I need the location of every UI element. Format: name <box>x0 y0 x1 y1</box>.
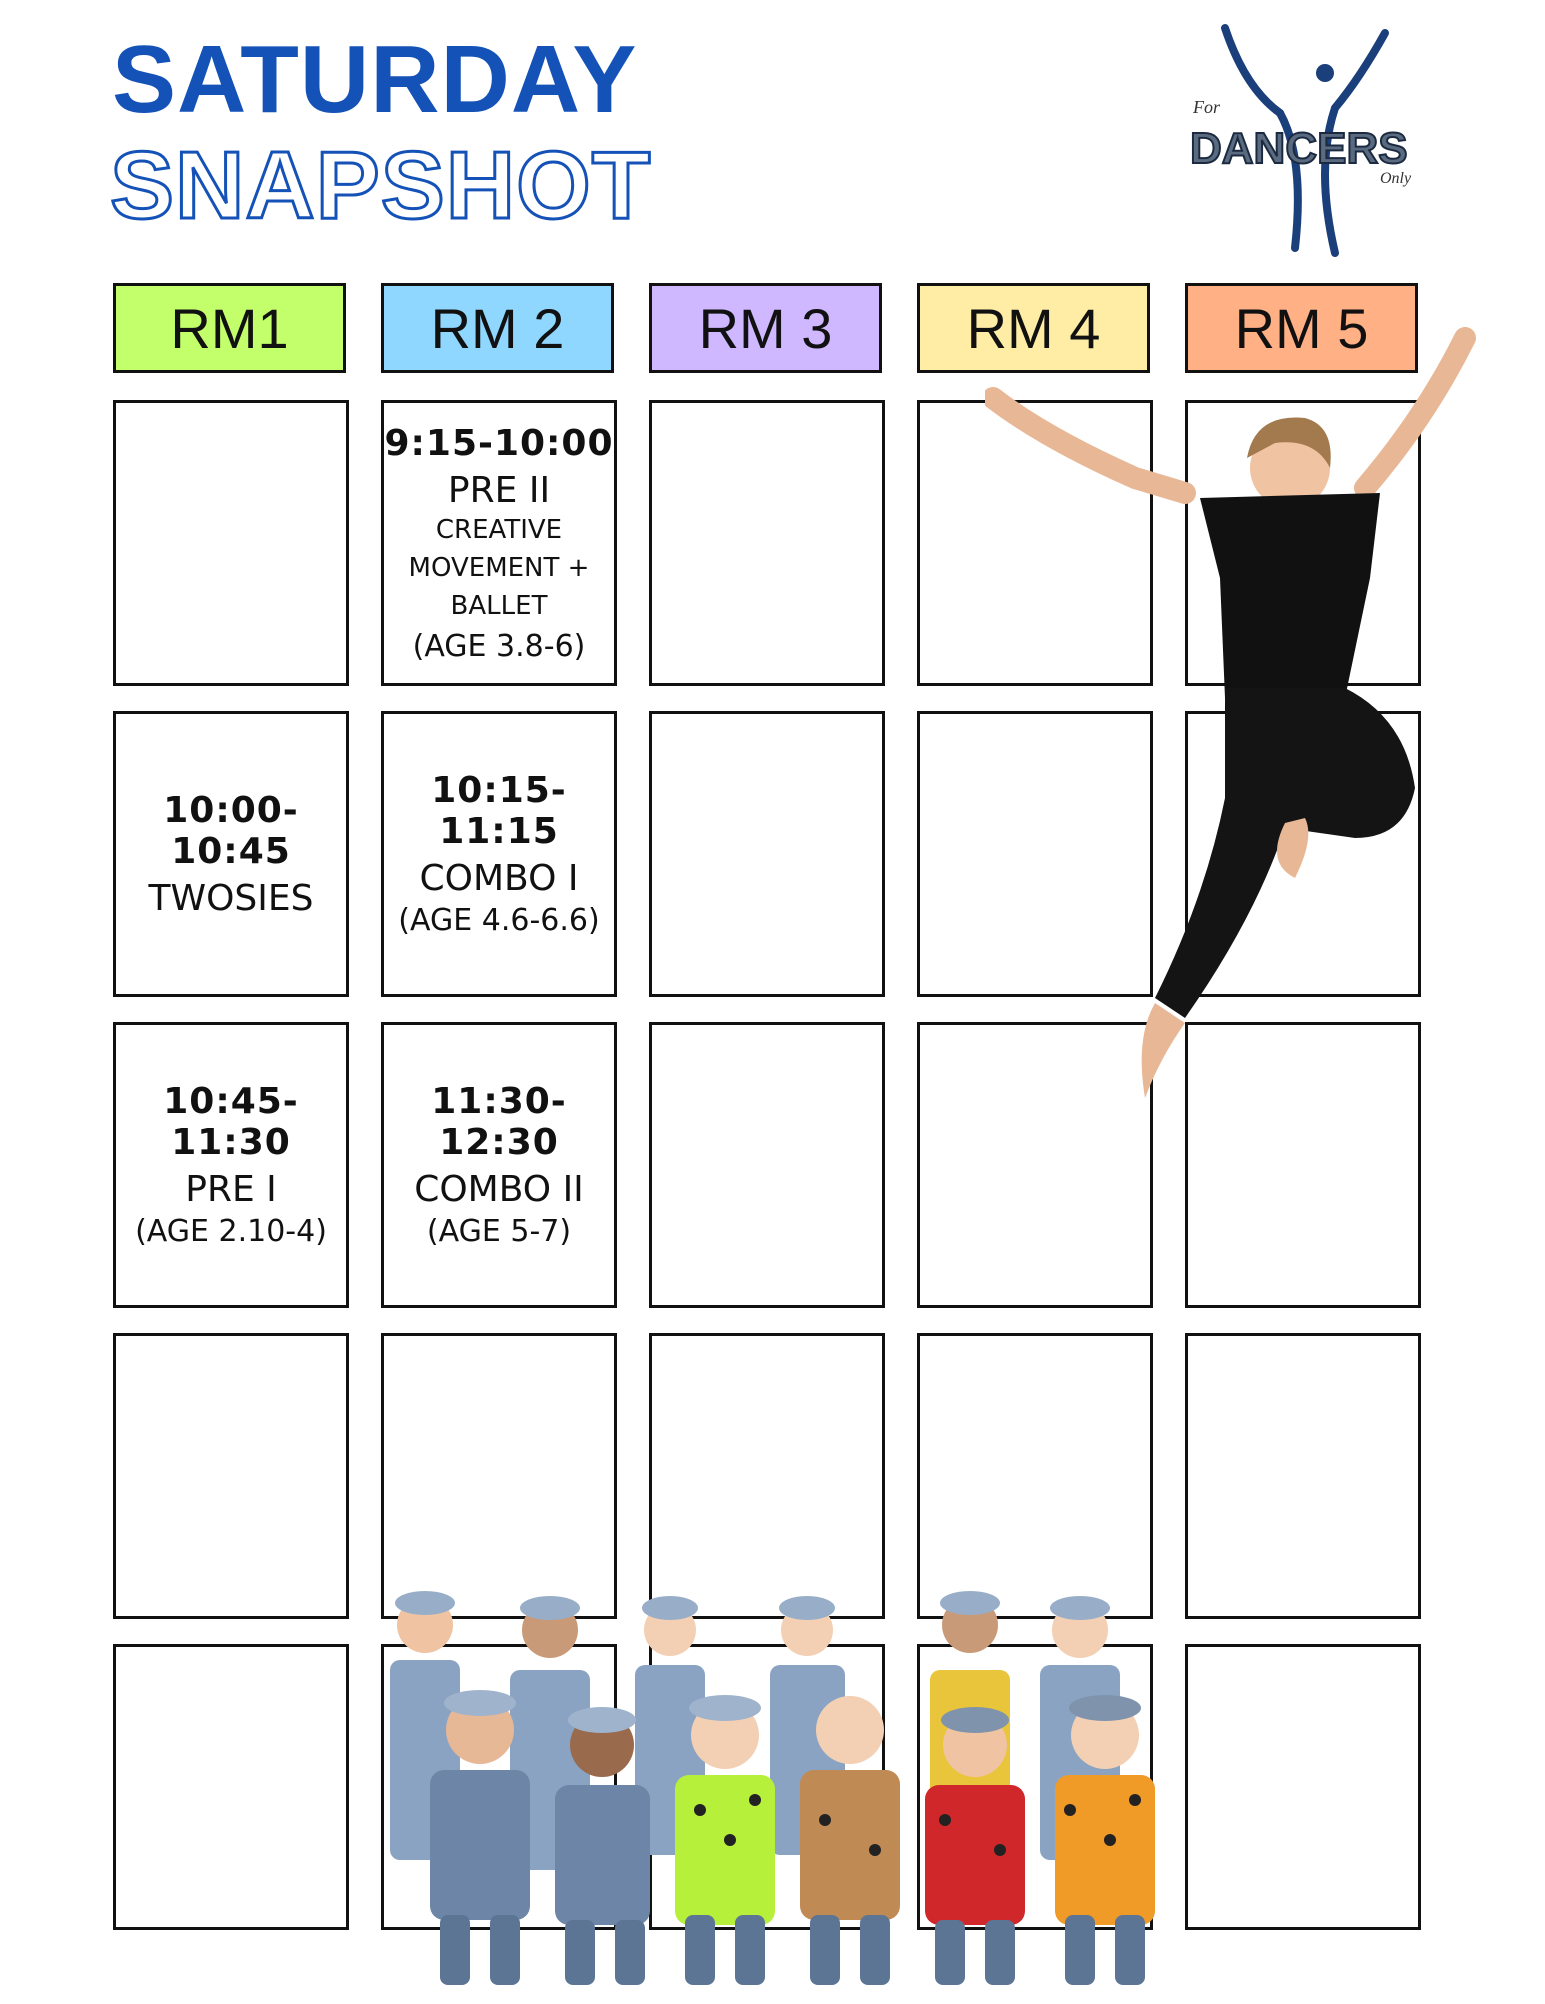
class-time: 10:15-11:15 <box>431 770 567 852</box>
kids-group-photo <box>370 1570 1180 2000</box>
class-name: COMBO I <box>419 858 579 899</box>
schedule-cell <box>1185 1333 1421 1619</box>
class-name: TWOSIES <box>148 877 314 919</box>
class-time: 10:45-11:30 <box>163 1081 299 1163</box>
class-name: PRE II <box>447 469 551 511</box>
class-description: MOVEMENT + <box>408 552 590 583</box>
class-name: COMBO II <box>414 1169 584 1210</box>
logo-text-only: Only <box>1380 170 1412 187</box>
room-header-rm3: RM 3 <box>649 283 882 373</box>
logo-text-dancers: DANCERS <box>1190 124 1408 173</box>
page-title: SATURDAY <box>112 26 638 133</box>
class-age: (AGE 4.6-6.6) <box>398 903 600 938</box>
logo-text-for: For <box>1193 97 1220 117</box>
room-header-rm1: RM1 <box>113 283 346 373</box>
class-description: CREATIVE <box>435 514 563 545</box>
room-header-rm2: RM 2 <box>381 283 614 373</box>
class-name: PRE I <box>185 1169 277 1210</box>
leaping-dancer-photo <box>985 318 1485 1118</box>
schedule-cell <box>113 1644 349 1930</box>
schedule-cell <box>649 711 885 997</box>
room-header-rm4: RM 4 <box>917 283 1150 373</box>
schedule-cell <box>113 400 349 686</box>
class-description: BALLET <box>450 590 548 621</box>
class-time: 9:15-10:00 <box>384 422 614 464</box>
class-cell-combo-i <box>381 711 617 997</box>
class-age: (AGE 5-7) <box>426 1214 572 1249</box>
class-age: (AGE 2.10-4) <box>135 1214 327 1249</box>
page-subtitle: SNAPSHOT <box>110 132 652 239</box>
class-cell-twosies <box>113 711 349 997</box>
schedule-cell <box>113 1333 349 1619</box>
schedule-cell <box>649 400 885 686</box>
class-cell-pre-i <box>113 1022 349 1308</box>
class-cell-combo-ii <box>381 1022 617 1308</box>
class-time: 11:30-12:30 <box>431 1081 567 1163</box>
studio-logo <box>1185 18 1435 268</box>
class-time: 10:00-10:45 <box>163 789 299 872</box>
class-cell-pre-ii <box>381 400 617 686</box>
schedule-cell <box>1185 1644 1421 1930</box>
schedule-cell <box>649 1022 885 1308</box>
class-age: (AGE 3.8-6) <box>412 628 586 664</box>
room-header-rm5: RM 5 <box>1185 283 1418 373</box>
